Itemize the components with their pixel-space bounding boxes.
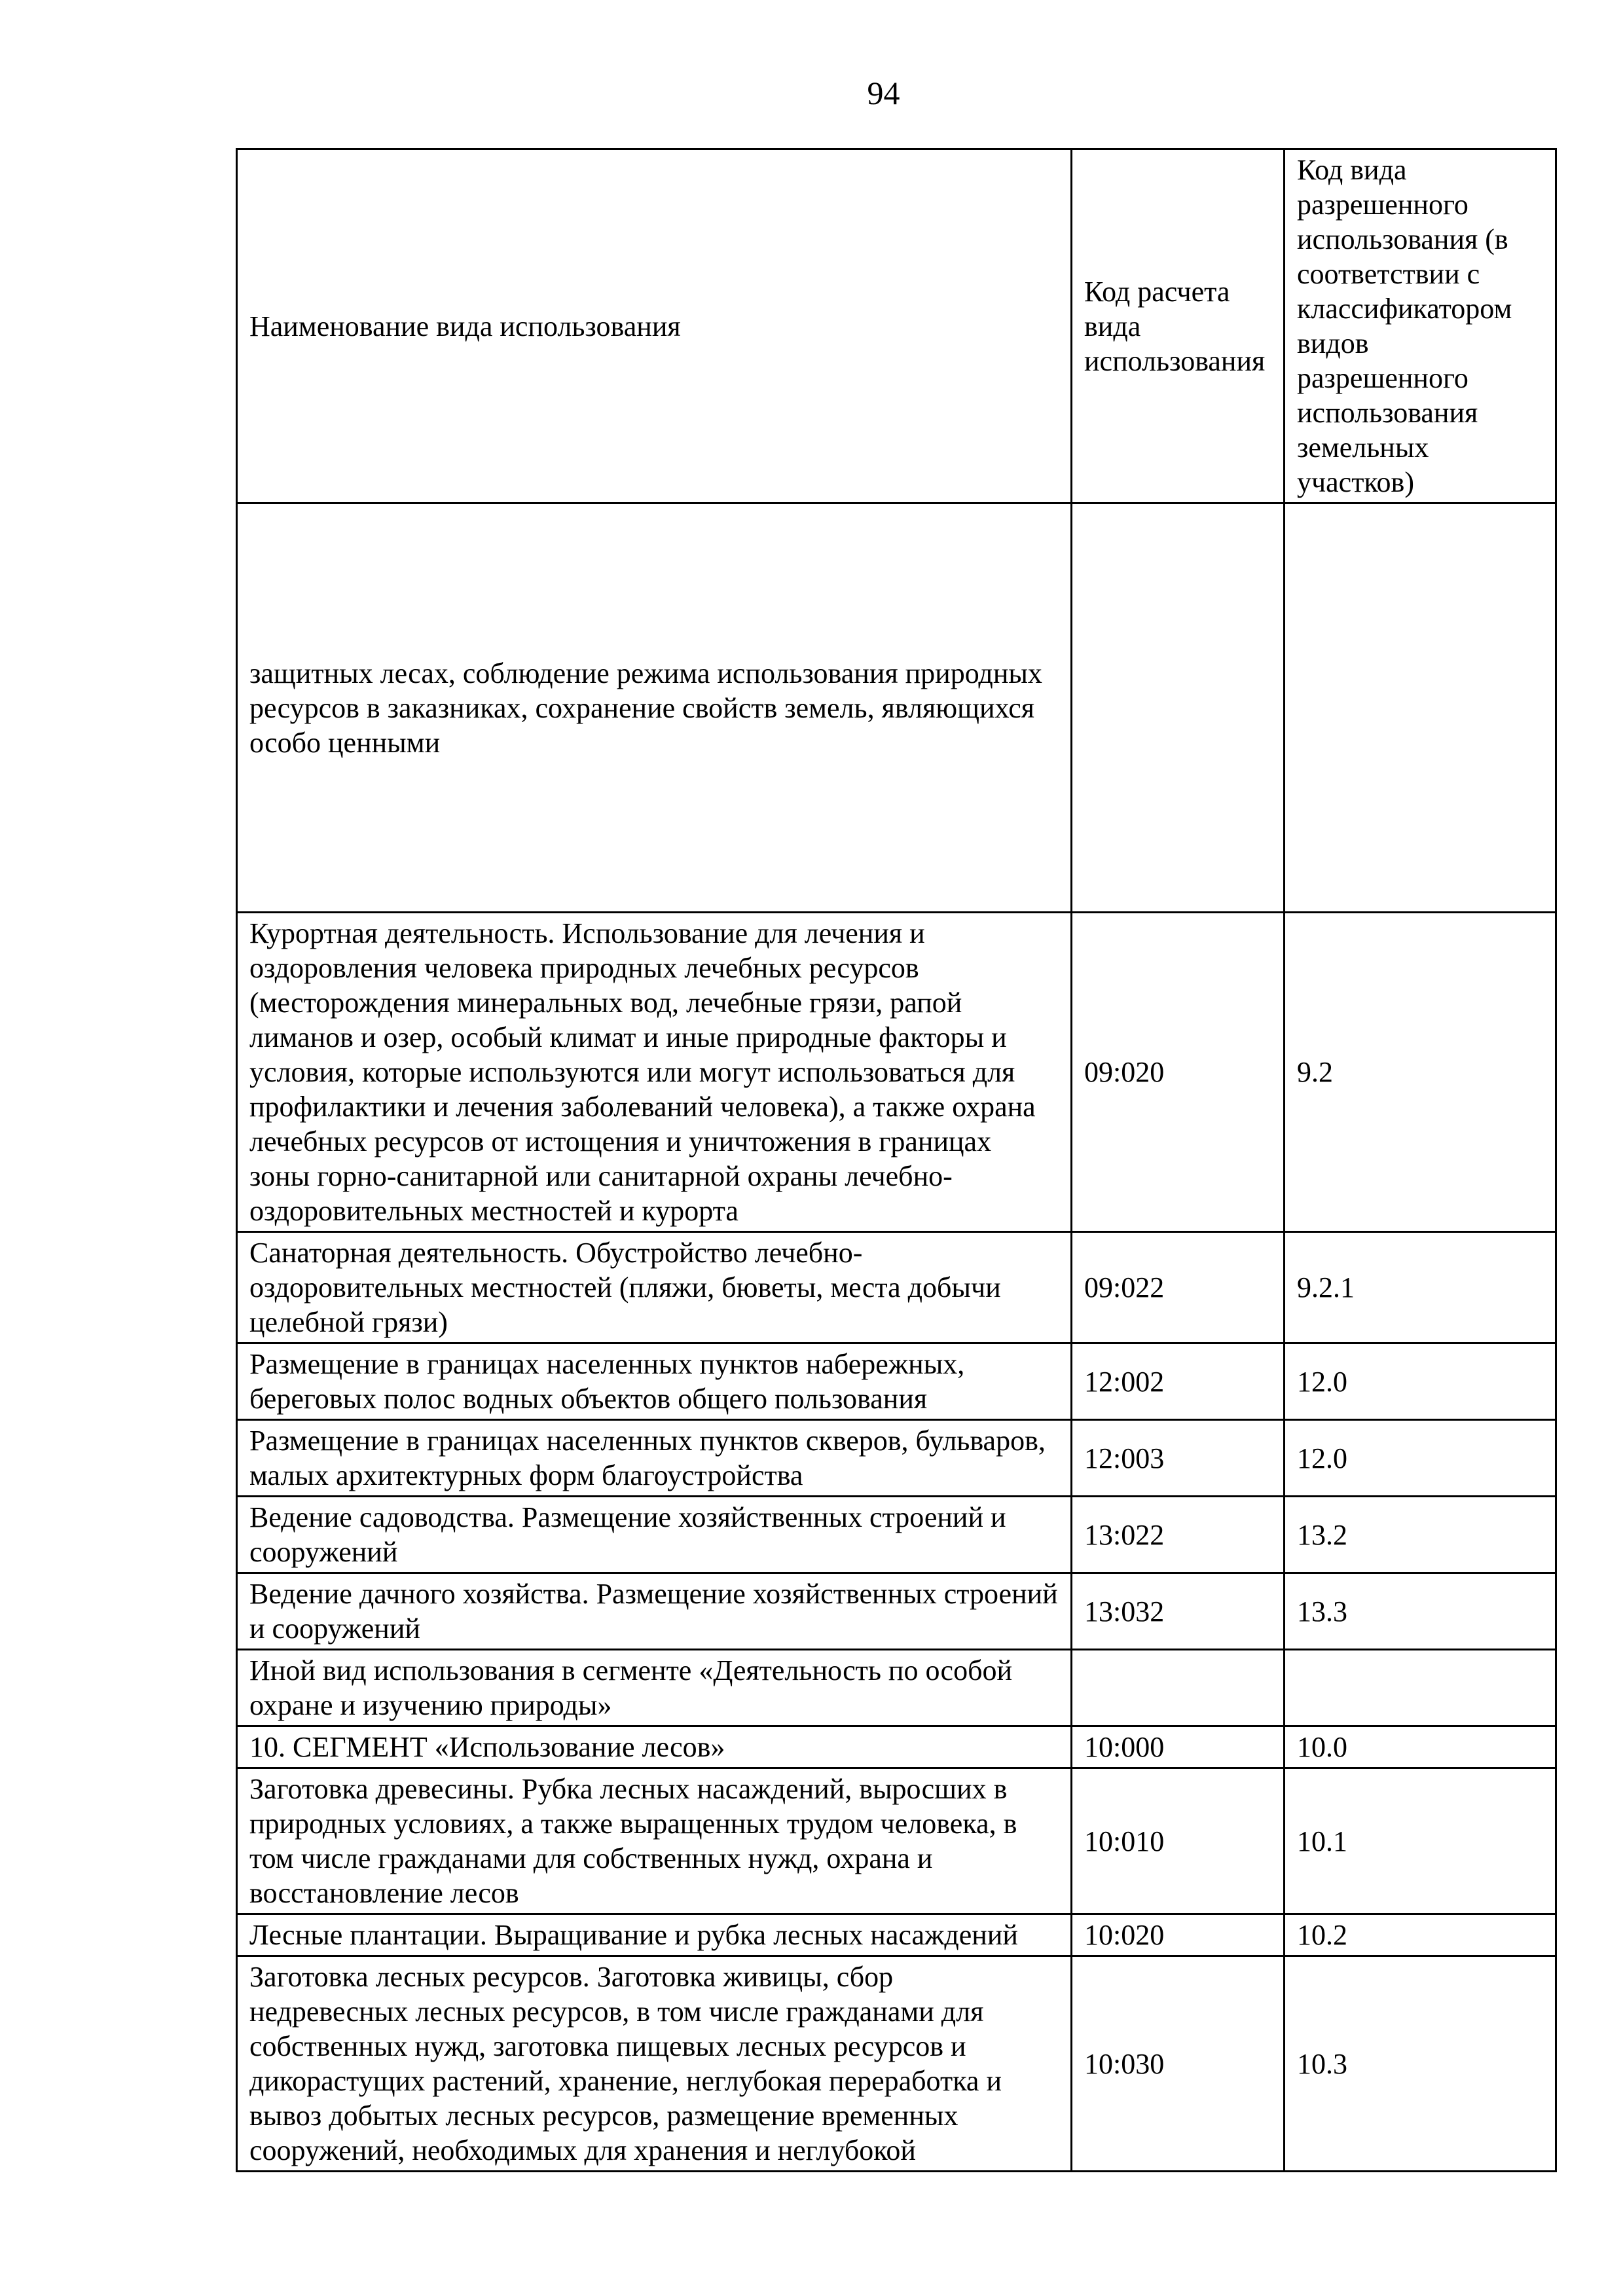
row-code-cell: 10:030 <box>1072 1956 1285 2172</box>
page-number: 94 <box>867 75 900 111</box>
row-code-cell: 09:022 <box>1072 1232 1285 1343</box>
row-name-cell: Размещение в границах населенных пунктов набережных, береговых полос водных объектов общего пользования <box>237 1343 1072 1420</box>
row-code-cell: 12:003 <box>1072 1420 1285 1497</box>
table-row <box>237 1497 1556 1573</box>
row-classifier-cell: 10.1 <box>1285 1768 1556 1914</box>
row-classifier-cell: 12.0 <box>1285 1343 1556 1420</box>
table-row <box>237 1650 1556 1726</box>
row-name-cell: защитных лесах, соблюдение режима использования природных ресурсов в заказниках, сохранение свойств земель, являющихся особо ценными <box>237 503 1072 913</box>
row-name-cell: Курортная деятельность. Использование для лечения и оздоровления человека природных лечебных ресурсов (месторождения минеральных вод, лечебные грязи, рапой лиманов и озер, особый климат и иные природные факторы и условия, которые используются или могут использоваться для профилактики и лечения заболеваний человека), а также охрана лечебных ресурсов от истощения и уничтожения в границах зоны горно-санитарной или санитарной охраны лечебно-оздоровительных местностей и курорта <box>237 913 1072 1232</box>
table-row <box>237 1420 1556 1497</box>
row-classifier-cell: 9.2 <box>1285 913 1556 1232</box>
row-code-cell: 09:020 <box>1072 913 1285 1232</box>
row-classifier-cell: 10.2 <box>1285 1914 1556 1956</box>
row-code-cell: 10:020 <box>1072 1914 1285 1956</box>
header-classifier-cell: Код вида разрешенного использования (в соответствии с классификатором видов разрешенного использования земельных участков) <box>1285 149 1556 503</box>
row-code-cell: 12:002 <box>1072 1343 1285 1420</box>
row-classifier-cell: 13.2 <box>1285 1497 1556 1573</box>
row-code-cell: 10:010 <box>1072 1768 1285 1914</box>
row-name-cell: Ведение садоводства. Размещение хозяйственных строений и сооружений <box>237 1497 1072 1573</box>
row-name-cell: Заготовка лесных ресурсов. Заготовка живицы, сбор недревесных лесных ресурсов, в том числе гражданами для собственных нужд, заготовка пищевых лесных ресурсов и дикорастущих растений, хранение, неглубокая переработка и вывоз добытых лесных ресурсов, размещение временных сооружений, необходимых для хранения и неглубокой <box>237 1956 1072 2172</box>
header-name-cell: Наименование вида использования <box>237 149 1072 503</box>
row-code-cell <box>1072 503 1285 913</box>
row-name-cell: Иной вид использования в сегменте «Деятельность по особой охране и изучению природы» <box>237 1650 1072 1726</box>
table-row <box>237 503 1556 913</box>
table-row <box>237 913 1556 1232</box>
row-code-cell: 10:000 <box>1072 1726 1285 1768</box>
row-name-cell: 10. СЕГМЕНТ «Использование лесов» <box>237 1726 1072 1768</box>
table-header-row <box>237 149 1556 503</box>
row-code-cell: 13:022 <box>1072 1497 1285 1573</box>
land-use-table <box>236 148 1557 2172</box>
row-classifier-cell: 10.0 <box>1285 1726 1556 1768</box>
header-code-cell: Код расчета вида использования <box>1072 149 1285 503</box>
row-classifier-cell: 10.3 <box>1285 1956 1556 2172</box>
table-row <box>237 1768 1556 1914</box>
row-name-cell: Ведение дачного хозяйства. Размещение хозяйственных строений и сооружений <box>237 1573 1072 1650</box>
row-name-cell: Заготовка древесины. Рубка лесных насаждений, выросших в природных условиях, а также выращенных трудом человека, в том числе гражданами для собственных нужд, охрана и восстановление лесов <box>237 1768 1072 1914</box>
table-row <box>237 1343 1556 1420</box>
row-classifier-cell: 13.3 <box>1285 1573 1556 1650</box>
table-row <box>237 1956 1556 2172</box>
table-row <box>237 1914 1556 1956</box>
row-name-cell: Санаторная деятельность. Обустройство лечебно-оздоровительных местностей (пляжи, бюветы, места добычи целебной грязи) <box>237 1232 1072 1343</box>
row-name-cell: Размещение в границах населенных пунктов скверов, бульваров, малых архитектурных форм благоустройства <box>237 1420 1072 1497</box>
row-name-cell: Лесные плантации. Выращивание и рубка лесных насаждений <box>237 1914 1072 1956</box>
row-code-cell <box>1072 1650 1285 1726</box>
row-classifier-cell: 9.2.1 <box>1285 1232 1556 1343</box>
table-row <box>237 1573 1556 1650</box>
table-row <box>237 1726 1556 1768</box>
row-classifier-cell: 12.0 <box>1285 1420 1556 1497</box>
row-classifier-cell <box>1285 503 1556 913</box>
row-code-cell: 13:032 <box>1072 1573 1285 1650</box>
row-classifier-cell <box>1285 1650 1556 1726</box>
table-row <box>237 1232 1556 1343</box>
